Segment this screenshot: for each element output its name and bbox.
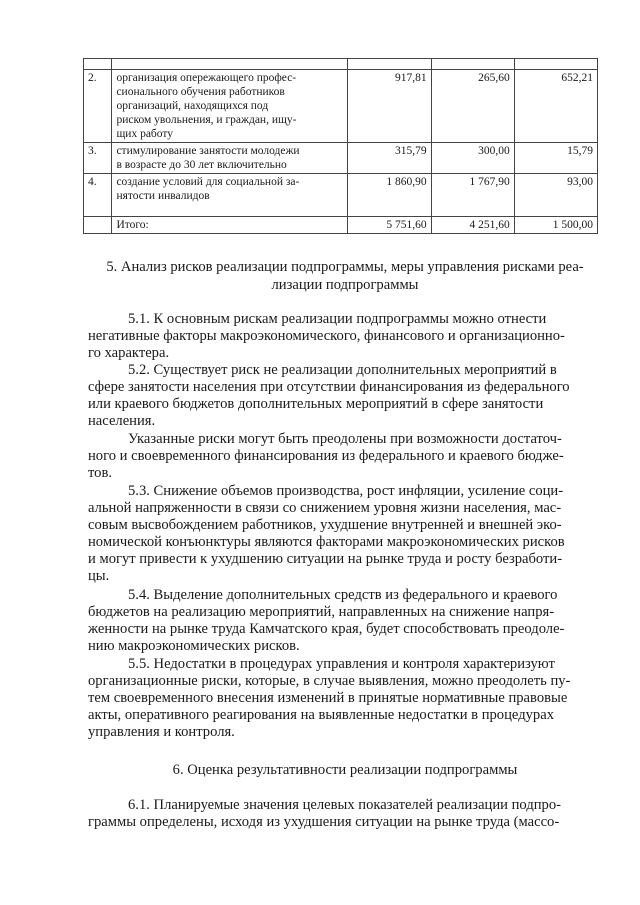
table-row	[84, 174, 598, 217]
row-description: создание условий для социальной за- нятости инвалидов	[112, 174, 348, 217]
row-number: 2.	[84, 70, 112, 143]
row-number: 4.	[84, 174, 112, 217]
section-5-title: 5. Анализ рисков реализации подпрограммы, меры управления рисками реа- лизации подпрограммы	[106, 259, 584, 293]
row-value-regional: 93,00	[514, 174, 597, 217]
row-value-federal: 265,60	[431, 70, 514, 143]
total-label: Итого:	[112, 217, 348, 234]
table-row	[84, 70, 598, 143]
row-value-total: 917,81	[348, 70, 431, 143]
table-row	[84, 59, 598, 70]
funding-table	[83, 58, 598, 234]
paragraph-5-3: 5.3. Снижение объемов производства, рост инфляции, усиление соци- альной напряженности в связи со снижением уровня жизни населения, мас- совым высвобождением работников, ухудшение внутренней и внешней эко- номической конъюнктуры являются факторами макроэкономических рисков и могут привести к ухудшению ситуации на рынке труда и росту безработи- цы.	[88, 483, 565, 584]
paragraph-6-1: 6.1. Планируемые значения целевых показателей реализации подпро- граммы определены, исходя из ухудшения ситуации на рынке труда (массо-	[88, 797, 562, 830]
row-value-total: 315,79	[348, 143, 431, 174]
row-description: стимулирование занятости молодежи в возрасте до 30 лет включительно	[112, 143, 348, 174]
table-row	[84, 143, 598, 174]
row-value-regional: 15,79	[514, 143, 597, 174]
paragraph-risks-overcome: Указанные риски могут быть преодолены при возможности достаточ- ного и своевременного финансирования из федерального и краевого бюдже- тов.	[88, 431, 564, 481]
paragraph-5-1: 5.1. К основным рискам реализации подпрограммы можно отнести негативные факторы макроэкономического, финансового и организационно- го характера.	[88, 311, 565, 361]
total-value-regional: 1 500,00	[514, 217, 597, 234]
row-value-federal: 300,00	[431, 143, 514, 174]
total-value-total: 5 751,60	[348, 217, 431, 234]
row-description: организация опережающего профес- сионального обучения работников организаций, находящихся под риском увольнения, и граждан, ищу- щих работу	[112, 70, 348, 143]
table-total-row	[84, 217, 598, 234]
row-value-total: 1 860,90	[348, 174, 431, 217]
row-value-federal: 1 767,90	[431, 174, 514, 217]
paragraph-5-4: 5.4. Выделение дополнительных средств из федерального и краевого бюджетов на реализацию мероприятий, направленных на снижение напря- женности на рынке труда Камчатского края, будет способствовать преодоле- нию макроэкономических рисков.	[88, 587, 565, 654]
total-value-federal: 4 251,60	[431, 217, 514, 234]
row-value-regional: 652,21	[514, 70, 597, 143]
paragraph-5-2: 5.2. Существует риск не реализации дополнительных мероприятий в сфере занятости населения при отсутствии финансирования из федерального или краевого бюджетов дополнительных мероприятий в сфере занятости населения.	[88, 362, 570, 429]
row-number: 3.	[84, 143, 112, 174]
paragraph-5-5: 5.5. Недостатки в процедурах управления и контроля характеризуют организационные риски, которые, в случае выявления, можно преодолеть пу- тем своевременного внесения изменений в принятые нормативные правовые акты, оперативного реагирования на выявленные недостатки в процедурах управления и контроля.	[88, 656, 571, 740]
section-6-title: 6. Оценка результативности реализации подпрограммы	[172, 762, 518, 778]
